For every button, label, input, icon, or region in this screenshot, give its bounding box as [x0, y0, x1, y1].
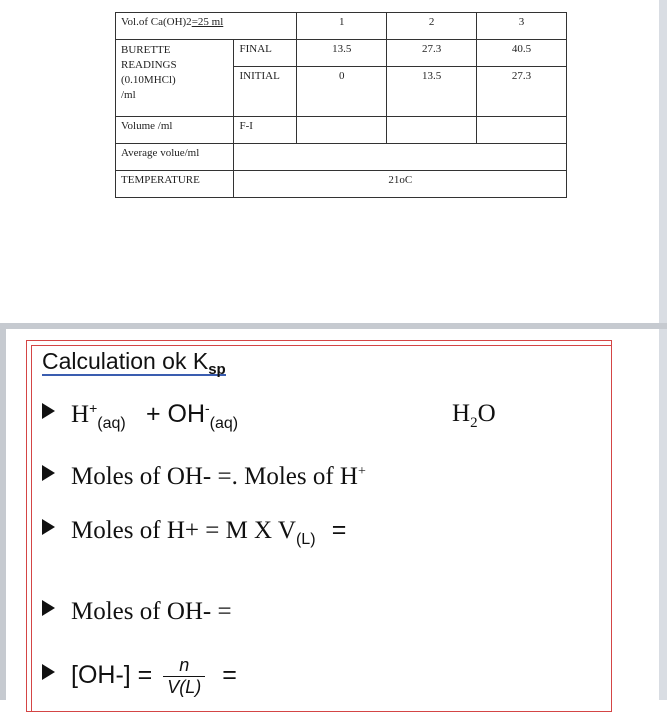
temperature-label: TEMPERATURE [116, 171, 234, 198]
caoh2-label: Vol.of Ca(OH)2 [121, 16, 192, 28]
h-ion-state: (aq) [97, 415, 126, 432]
fraction-numerator: n [163, 655, 205, 677]
final-label: FINAL [234, 40, 297, 67]
water-h: H [452, 400, 471, 427]
scrollbar-track[interactable] [659, 0, 667, 700]
caoh2-value: =25 ml [191, 16, 224, 28]
h-ion-charge: + [89, 400, 98, 416]
oh-ion-state: (aq) [209, 415, 239, 432]
water-o: O [477, 400, 496, 427]
trial-3-header: 3 [477, 13, 567, 40]
moles-oh-text: Moles of OH- = [71, 598, 232, 625]
initial-value-2: 13.5 [387, 67, 477, 117]
fraction-denominator: V(L) [167, 677, 202, 697]
volume-value-1 [297, 117, 387, 144]
burette-line-1: BURETTE [121, 44, 171, 56]
oh-ion-charge: - [205, 400, 210, 416]
oh-concentration-line [42, 655, 237, 698]
initial-label: INITIAL [234, 67, 297, 117]
water-product [452, 400, 496, 432]
final-row [116, 40, 567, 67]
burette-readings-table [115, 12, 567, 198]
average-value [234, 144, 567, 171]
average-row [116, 144, 567, 171]
initial-value-3: 27.3 [477, 67, 567, 117]
equals-sign: = [222, 661, 237, 690]
title-subscript: sp [208, 361, 226, 378]
burette-readings-label [116, 40, 234, 117]
volume-litres-sub: (L) [295, 531, 316, 548]
bullet-arrow-icon [42, 403, 55, 419]
bullet-arrow-icon [42, 465, 55, 481]
bullet-arrow-icon [42, 519, 55, 535]
moles-equality-text: Moles of OH- =. Moles of H [71, 463, 358, 490]
final-value-2: 27.3 [387, 40, 477, 67]
left-edge-shadow [0, 329, 6, 700]
reaction-line [42, 400, 238, 433]
average-label: Average volue/ml [116, 144, 234, 171]
equals-sign: = [331, 516, 347, 544]
volume-label: Volume /ml [116, 117, 234, 144]
volume-row [116, 117, 567, 144]
final-value-3: 40.5 [477, 40, 567, 67]
oh-concentration-lhs: [OH-] = [71, 661, 153, 690]
table-header-row [116, 13, 567, 40]
h-charge: + [358, 464, 366, 479]
trial-1-header: 1 [297, 13, 387, 40]
trial-2-header: 2 [387, 13, 477, 40]
top-page [0, 0, 659, 323]
volume-formula: F-I [234, 117, 297, 144]
moles-h-line [42, 516, 346, 549]
oh-ion: + OH [145, 400, 205, 428]
temperature-value: 21oC [234, 171, 567, 198]
bullet-arrow-icon [42, 600, 55, 616]
burette-line-2: READINGS [121, 59, 177, 71]
temperature-row [116, 171, 567, 198]
n-over-v-fraction [163, 655, 205, 698]
volume-value-3 [477, 117, 567, 144]
calculation-title [42, 348, 226, 378]
h-ion: H [71, 401, 90, 428]
moles-oh-line [42, 598, 232, 626]
moles-h-text: Moles of H+ = M X V [71, 517, 296, 544]
burette-line-4: /ml [121, 89, 136, 101]
volume-value-2 [387, 117, 477, 144]
final-value-1: 13.5 [297, 40, 387, 67]
moles-oh-equals-h-line [42, 463, 366, 491]
bullet-arrow-icon [42, 664, 55, 680]
water-subscript: 2 [470, 415, 478, 431]
volume-caoh2-cell [116, 13, 297, 40]
initial-value-1: 0 [297, 67, 387, 117]
title-text: Calculation ok K [42, 348, 209, 374]
burette-line-3: (0.10MHCl) [121, 74, 176, 86]
